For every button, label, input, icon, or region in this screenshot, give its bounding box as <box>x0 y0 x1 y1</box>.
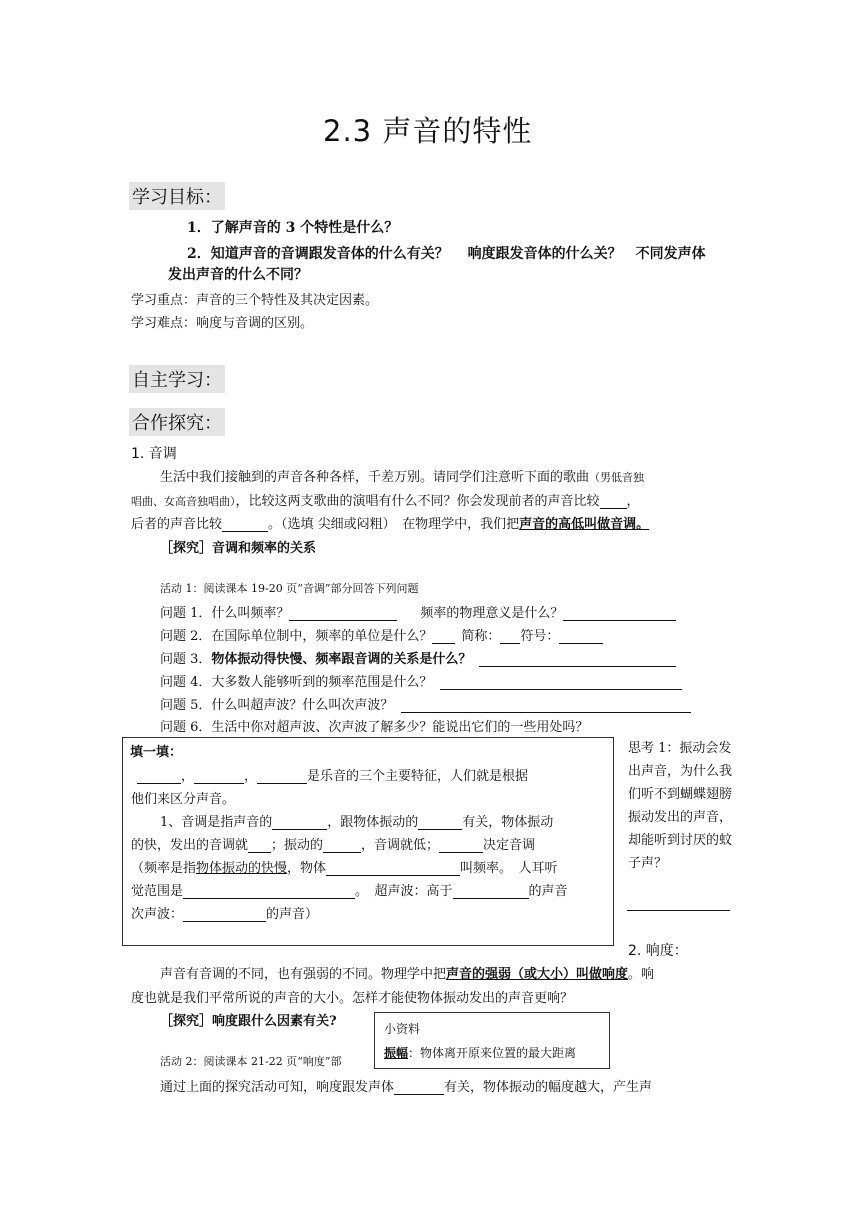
think-answer-line[interactable] <box>627 910 730 911</box>
answer-blank[interactable] <box>323 838 361 853</box>
answer-blank[interactable] <box>272 815 327 830</box>
think-note: 思考 1：振动会发出声音，为什么我们听不到蝴蝶翅膀振动发出的声音，却能听到讨厌的蚊子声？ <box>628 741 733 871</box>
answer-blank[interactable] <box>440 675 682 690</box>
answer-blank[interactable] <box>418 815 462 830</box>
question-4: 问题 4．大多数人能够听到的频率范围是什么？ <box>160 671 682 690</box>
answer-blank[interactable] <box>559 629 603 644</box>
fill-heading: 填一填： <box>130 745 183 760</box>
fill-line-3: 1、音调是指声音的 ，跟物体振动的 有关，物体振动 <box>160 815 554 830</box>
answer-blank[interactable] <box>479 652 676 667</box>
loudness-heading: 2. 响度： <box>628 943 688 959</box>
answer-blank[interactable] <box>453 884 529 899</box>
question-3: 问题 3．物体振动得快慢、频率跟音调的关系是什么？ <box>160 648 676 667</box>
answer-blank[interactable] <box>257 769 307 784</box>
fill-line-2: 他们来区分声音。 <box>131 792 236 807</box>
fill-line-6: 觉范围是 。 超声波：高于 的声音 <box>131 884 568 899</box>
loudness-conclusion: 通过上面的探究活动可知，响度跟发声体 有关，物体振动的幅度越大，产生声 <box>160 1080 653 1095</box>
answer-blank[interactable] <box>432 629 455 644</box>
objective-2: 2．知道声音的音调跟发音体的什么有关？ 响度跟发音体的什么关？ 不同发声体 <box>187 246 706 262</box>
answer-blank[interactable] <box>600 494 627 509</box>
answer-blank[interactable] <box>194 769 244 784</box>
pitch-explore: ［探究］音调和频率的关系 <box>160 541 317 556</box>
answer-blank[interactable] <box>500 629 520 644</box>
fill-line-5: （频率是指物体振动的快慢，物体 叫频率。 人耳听 <box>131 861 558 876</box>
question-5: 问题 5．什么叫超声波？什么叫次声波？ <box>160 694 691 713</box>
page-title: 2.3 声音的特性 <box>323 114 533 148</box>
pitch-heading: 1. 音调 <box>131 446 177 462</box>
info-definition: 振幅：物体离开原来位置的最大距离 <box>384 1046 577 1060</box>
answer-blank[interactable] <box>289 606 397 621</box>
info-title: 小资料 <box>384 1022 421 1036</box>
answer-blank[interactable] <box>183 907 266 922</box>
pitch-paragraph-line1: 生活中我们接触到的声音各种各样，千差万别。请同学们注意听下面的歌曲（男低音独 <box>160 470 645 485</box>
objectives-heading: 学习目标： <box>129 182 225 210</box>
answer-blank[interactable] <box>137 769 181 784</box>
answer-blank[interactable] <box>394 1080 444 1095</box>
activity-2: 活动 2：阅读课本 21-22 页“响度”部 <box>160 1055 342 1068</box>
objective-1: 1．了解声音的 3 个特性是什么？ <box>187 220 399 236</box>
pitch-paragraph-line2: 唱曲、女高音独唱曲），比较这两支歌曲的演唱有什么不同？你会发现前者的声音比较 ， <box>131 494 640 509</box>
loudness-paragraph-line1: 声音有音调的不同，也有强弱的不同。物理学中把声音的强弱（或大小）叫做响度。响 <box>160 967 655 982</box>
self-study-heading: 自主学习： <box>129 365 225 393</box>
activity-1: 活动 1：阅读课本 19-20 页“音调”部分回答下列问题 <box>160 582 419 595</box>
fill-line-1: ， ， 是乐音的三个主要特征，人们就是根据 <box>137 765 528 784</box>
answer-blank[interactable] <box>439 838 483 853</box>
key-point: 学习重点：声音的三个特性及其决定因素。 <box>131 293 379 308</box>
coop-heading: 合作探究： <box>129 408 225 436</box>
question-2: 问题 2．在国际单位制中，频率的单位是什么？ 简称： 符号： <box>160 625 603 644</box>
fill-line-7: 次声波： 的声音） <box>131 907 319 922</box>
loudness-paragraph-line2: 度也就是我们平常所说的声音的大小。怎样才能使物体振动发出的声音更响？ <box>131 991 574 1006</box>
fill-line-4: 的快，发出的音调就 ；振动的 ，音调就低； 决定音调 <box>131 838 536 853</box>
answer-blank[interactable] <box>183 884 355 899</box>
question-6: 问题 6．生活中你对超声波、次声波了解多少？能说出它们的一些用处吗？ <box>160 720 589 735</box>
answer-blank[interactable] <box>248 838 271 853</box>
objective-2-cont: 发出声音的什么不同？ <box>168 267 308 283</box>
answer-blank[interactable] <box>326 861 460 876</box>
question-1: 问题 1．什么叫频率？ 频率的物理意义是什么？ <box>160 602 676 621</box>
answer-blank[interactable] <box>222 517 268 532</box>
answer-blank[interactable] <box>563 606 676 621</box>
pitch-paragraph-line3: 后者的声音比较 。（选填 尖细或闷粗） 在物理学中，我们把声音的高低叫做音调。 <box>131 517 650 532</box>
loudness-explore: ［探究］响度跟什么因素有关? <box>160 1014 337 1029</box>
answer-blank[interactable] <box>401 698 691 713</box>
difficulty: 学习难点：响度与音调的区别。 <box>131 316 314 331</box>
